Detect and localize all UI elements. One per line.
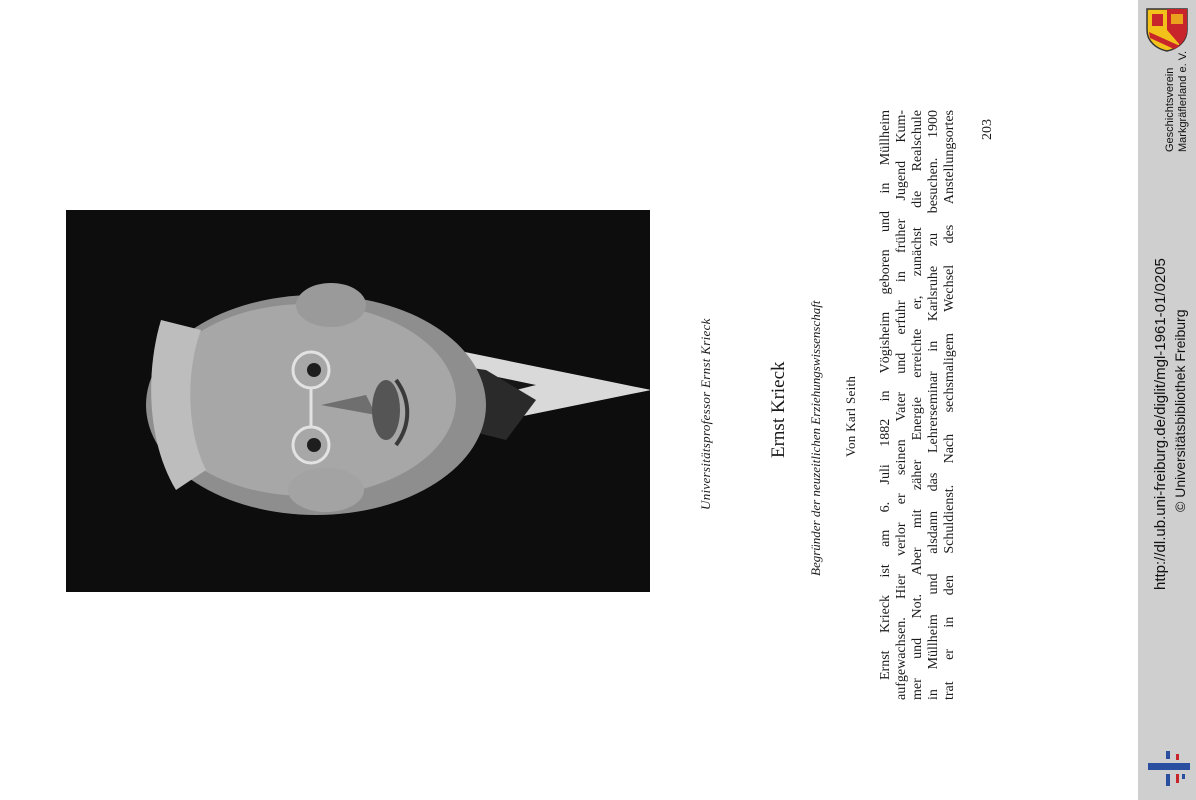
- article-author: Von Karl Seith: [843, 375, 858, 457]
- copyright-notice: © Universitätsbibliothek Freiburg: [1172, 309, 1188, 512]
- university-library-logo-icon: [1146, 745, 1192, 791]
- body-line: mer und Not. Aber mit zäher Energie erreichte er, zunächst die Realschule: [910, 110, 925, 700]
- page-number: 203: [980, 119, 995, 140]
- article-subtitle: Begründer der neuzeitlichen Erziehungswissenschaft: [808, 300, 823, 576]
- article-title: Ernst Krieck: [768, 361, 789, 458]
- society-name: [1164, 51, 1190, 152]
- document-url-link[interactable]: http://dl.ub.uni-freiburg.de/diglit/mgl-1961-01/0205: [1152, 258, 1169, 590]
- society-line: Geschichtsverein: [1164, 67, 1176, 152]
- article-body: [878, 110, 958, 700]
- coat-of-arms-icon: [1144, 6, 1190, 52]
- photo-caption: Universitätsprofessor Ernst Krieck: [698, 318, 713, 510]
- society-line: Markgräflerland e. V.: [1177, 50, 1189, 152]
- body-line: aufgewachsen. Hier verlor er seinen Vater und erfuhr in früher Jugend Kum-: [894, 110, 909, 700]
- body-line: trat er in den Schuldienst. Nach sechsmaligem Wechsel des Anstellungsortes: [942, 110, 957, 700]
- body-line: in Müllheim und alsdann das Lehrerseminar in Karlsruhe zu besuchen. 1900: [926, 110, 941, 700]
- portrait-photo: [66, 210, 650, 592]
- body-line: Ernst Krieck ist am 6. Juli 1882 in Vögisheim geboren und in Müllheim: [878, 110, 893, 680]
